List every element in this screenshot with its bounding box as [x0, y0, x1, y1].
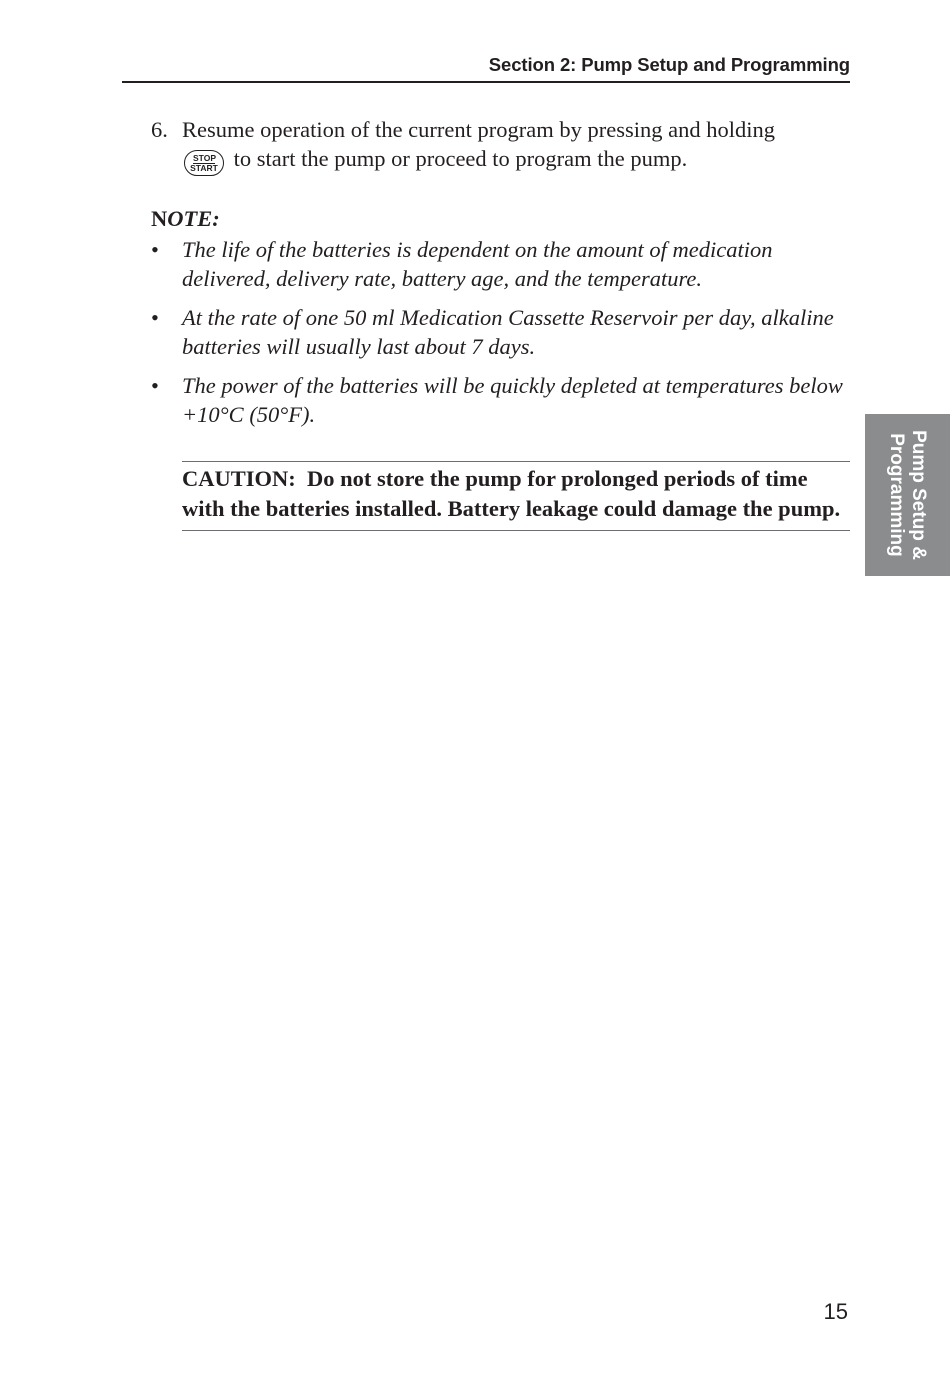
stop-label: STOP	[193, 153, 216, 163]
section-title: Section 2: Pump Setup and Programming	[488, 54, 850, 75]
section-side-tab	[865, 414, 950, 576]
step-text-after: to start the pump or proceed to program the pump.	[233, 146, 688, 171]
note-heading-rest: OTE:	[167, 206, 220, 231]
bullet-icon: •	[151, 305, 159, 330]
stop-start-key-icon	[184, 150, 224, 176]
note-item-text: The power of the batteries will be quickly depleted at temperatures below +10°C (50°F).	[182, 373, 843, 427]
caution-box	[182, 461, 850, 531]
start-label: START	[190, 163, 218, 173]
side-tab-line-1: Pump Setup &	[908, 430, 929, 560]
note-heading-first: N	[151, 206, 168, 231]
page-number: 15	[823, 1299, 848, 1324]
side-tab-label	[885, 414, 929, 576]
caution-text: CAUTION: Do not store the pump for prolonged periods of time with the batteries installed. Battery leakage could damage the pump.	[182, 466, 841, 521]
bullet-icon: •	[151, 237, 159, 262]
note-heading	[151, 206, 220, 232]
step-text	[182, 115, 851, 176]
bullet-icon: •	[151, 373, 159, 398]
note-item	[151, 371, 851, 429]
step-text-before: Resume operation of the current program by pressing and holding	[182, 117, 775, 142]
note-item-text: The life of the batteries is dependent on the amount of medication delivered, delivery rate, battery age, and the temperature.	[182, 237, 773, 291]
note-item	[151, 303, 851, 361]
note-item-text: At the rate of one 50 ml Medication Cassette Reservoir per day, alkaline batteries will usually last about 7 days.	[182, 305, 834, 359]
step-6	[151, 115, 851, 176]
note-list	[151, 235, 851, 439]
page-header	[122, 53, 850, 83]
note-item	[151, 235, 851, 293]
side-tab-line-2: Programming	[886, 433, 907, 557]
step-number: 6.	[151, 117, 168, 142]
